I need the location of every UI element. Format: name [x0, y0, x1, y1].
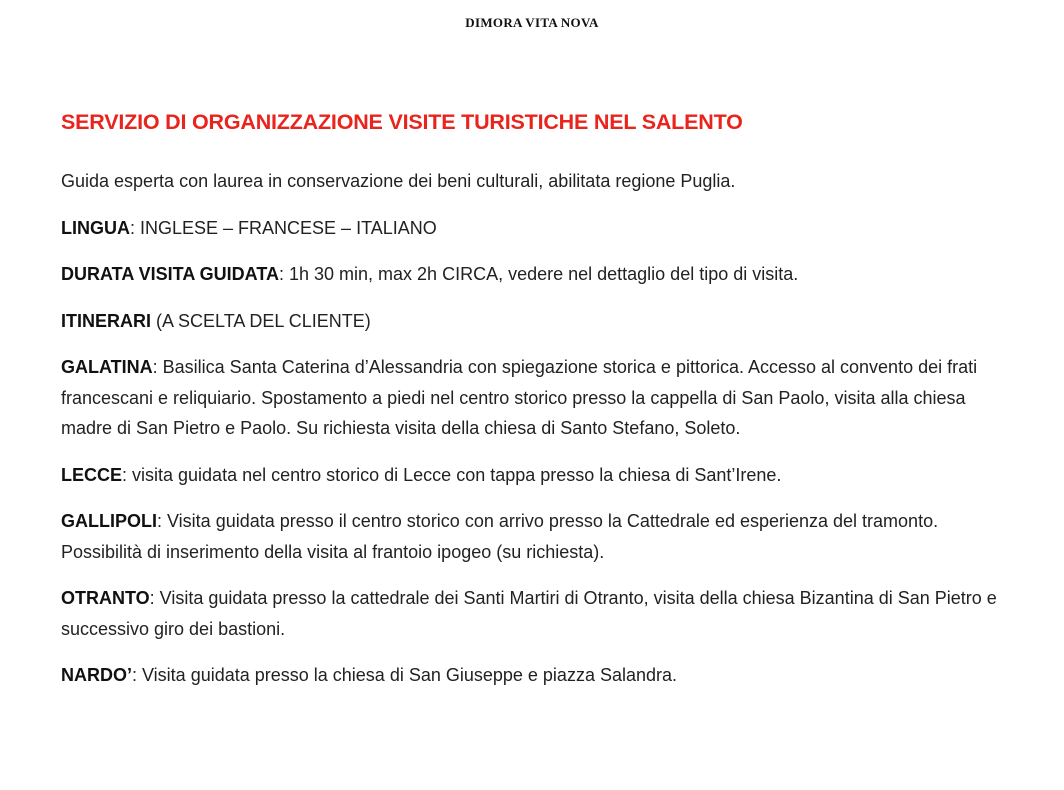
document-header: DIMORA VITA NOVA [465, 15, 599, 30]
nardo-paragraph [61, 660, 1011, 691]
gallipoli-paragraph [61, 506, 1011, 567]
intro-text: Guida esperta con laurea in conservazione dei beni culturali, abilitata regione Puglia. [61, 171, 736, 191]
otranto-paragraph [61, 583, 1011, 644]
intro-paragraph [61, 166, 1011, 197]
lecce-text: : visita guidata nel centro storico di Lecce con tappa presso la chiesa di Sant’Irene. [122, 464, 782, 485]
itineraries-label: ITINERARI [61, 310, 151, 331]
language-text: : INGLESE – FRANCESE – ITALIANO [130, 217, 437, 238]
language-paragraph [61, 213, 1011, 244]
document-title: SERVIZIO DI ORGANIZZAZIONE VISITE TURISTICHE NEL SALENTO [61, 110, 743, 134]
gallipoli-text: : Visita guidata presso il centro storico con arrivo presso la Cattedrale ed esperienza del tramonto. Possibilità di inserimento della visita al frantoio ipogeo (su richiesta). [61, 511, 939, 562]
itineraries-paragraph [61, 306, 1011, 337]
lecce-paragraph [61, 460, 1011, 491]
duration-text: : 1h 30 min, max 2h CIRCA, vedere nel dettaglio del tipo di visita. [278, 264, 799, 284]
galatina-label: GALATINA [61, 357, 153, 377]
galatina-text: : Basilica Santa Caterina d’Alessandria con spiegazione storica e pittorica. Accesso al convento dei frati francescani e reliquiario. Spostamento a piedi nel centro storico presso la cappella di San Paolo, visita alla chiesa madre di San Pietro e Paolo. Su richiesta visita della chiesa di Santo Stefano, Soleto. [61, 357, 978, 438]
gallipoli-label: GALLIPOLI [61, 511, 157, 531]
itineraries-text: (A SCELTA DEL CLIENTE) [151, 310, 371, 331]
nardo-text: : Visita guidata presso la chiesa di San Giuseppe e piazza Salandra. [132, 665, 678, 685]
language-label: LINGUA [61, 217, 130, 238]
duration-paragraph [61, 259, 1011, 290]
galatina-paragraph [61, 352, 1011, 444]
lecce-label: LECCE [61, 464, 123, 485]
nardo-label: NARDO’ [61, 665, 132, 685]
otranto-text: : Visita guidata presso la cattedrale dei Santi Martiri di Otranto, visita della chiesa Bizantina di San Pietro e successivo giro dei bastioni. [61, 588, 997, 639]
document-body [61, 166, 1011, 707]
otranto-label: OTRANTO [61, 588, 150, 608]
duration-label: DURATA VISITA GUIDATA [61, 264, 279, 284]
